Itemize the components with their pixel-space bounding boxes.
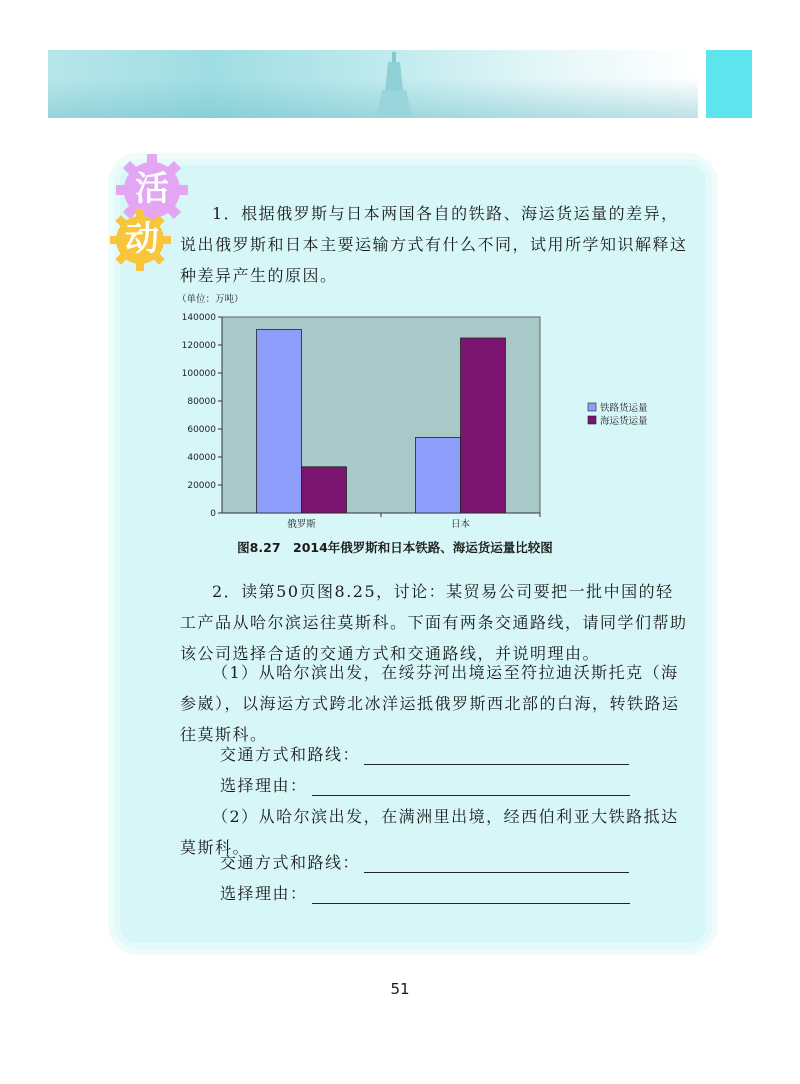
question-2-intro: 2．读第50页图8.25，讨论：某贸易公司要把一批中国的轻工产品从哈尔滨运往莫斯科。下面有两条交通路线，请同学们帮助该公司选择合适的交通方式和交通路线，并说明理由。 [180,582,688,663]
x-axis-labels [287,513,540,530]
y-tick-label: 100000 [181,369,216,379]
x-tick-label: 日本 [450,519,471,530]
y-tick-label: 40000 [187,453,216,463]
y-tick-label: 0 [210,509,216,519]
route-2-text: （2）从哈尔滨出发，在满洲里出境，经西伯利亚大铁路抵达莫斯科。 [180,807,679,857]
legend-swatch-0 [588,403,596,411]
route-1-reason-blank[interactable] [312,775,630,796]
badge-char-huo: 活 [135,169,169,209]
activity-badge [110,152,190,277]
y-tick-label: 60000 [187,425,216,435]
route-2-reason-row [180,878,690,909]
chart-legend [588,402,648,427]
legend-label-1: 海运货运量 [600,416,648,427]
bar-0-0 [257,330,302,513]
x-tick-label: 俄罗斯 [287,519,316,530]
freight-bar-chart [165,290,725,535]
question-1-text: 1．根据俄罗斯与日本两国各自的铁路、海运货运量的差异，说出俄罗斯和日本主要运输方式有什么不同，试用所学知识解释这种差异产生的原因。 [180,204,688,285]
mode-label: 交通方式和路线： [220,745,361,764]
reason-label: 选择理由： [220,776,308,795]
bar-0-1 [302,467,347,513]
bar-1-1 [461,338,506,513]
route-1-text: （1）从哈尔滨出发，在绥芬河出境运至符拉迪沃斯托克（海参崴），以海运方式跨北冰洋运抵俄罗斯西北部的白海，转铁路运往莫斯科。 [180,663,680,744]
y-tick-label: 20000 [187,481,216,491]
header-banner [48,50,698,118]
legend-swatch-1 [588,416,596,424]
figure-caption: 图8.27 2014年俄罗斯和日本铁路、海运货运量比较图 [237,540,553,555]
bar-1-0 [416,437,461,513]
route-1-reason-row [180,770,690,801]
route-1-answer [180,739,690,801]
mode-label: 交通方式和路线： [220,853,361,872]
route-2-mode-row [180,847,690,878]
route-2-mode-blank[interactable] [364,852,629,873]
route-1-mode-row [180,739,690,770]
page-number: 51 [390,980,410,998]
badge-char-dong: 动 [125,219,159,259]
y-tick-label: 140000 [181,313,216,323]
tower-illustration [370,50,420,118]
page-corner-tab [706,50,752,118]
route-2-answer [180,847,690,909]
route-2-reason-blank[interactable] [312,883,630,904]
legend-label-0: 铁路货运量 [600,403,648,414]
reason-label: 选择理由： [220,884,308,903]
y-tick-label: 80000 [187,397,216,407]
route-1-mode-blank[interactable] [364,744,629,765]
chart-unit-label: （单位：万吨） [177,294,244,305]
y-tick-label: 120000 [181,341,216,351]
